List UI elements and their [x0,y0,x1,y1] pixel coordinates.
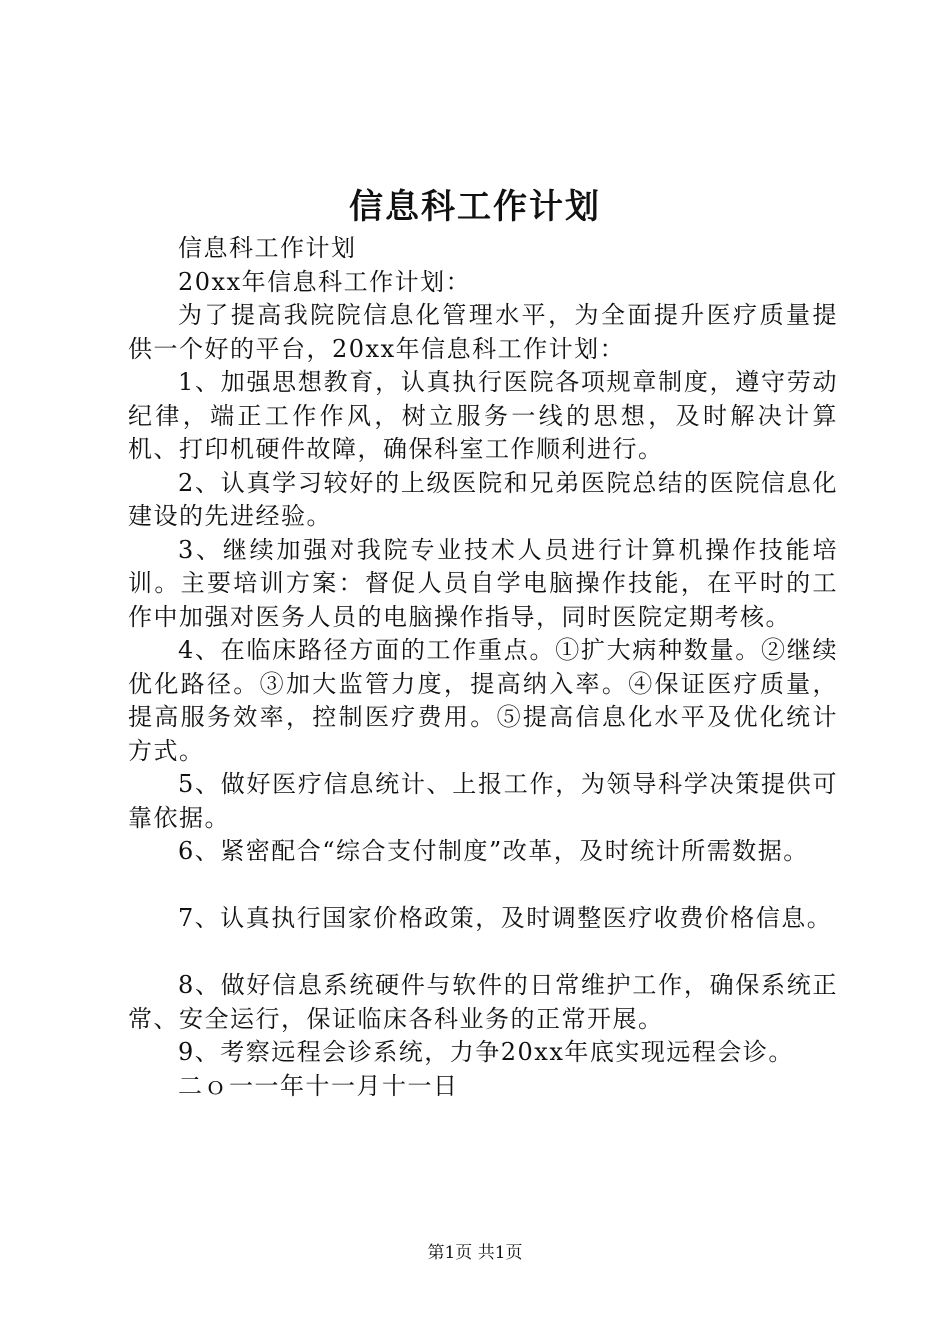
paragraph-heading-repeat: 信息科工作计划 [178,234,357,262]
paragraph-purpose: 为了提高我院院信息化管理水平，为全面提升医疗质量提供一个好的平台，20xx年信息科工作计划： [128,301,838,363]
paragraph-date: 二ｏ一一年十一月十一日 [178,1071,459,1100]
paragraph-item-2: 2、认真学习较好的上级医院和兄弟医院总结的医院信息化建设的先进经验。 [128,468,838,530]
paragraph-item-9: 9、考察远程会诊系统，力争20xx年底实现远程会诊。 [178,1038,794,1066]
paragraph-item-8: 8、做好信息系统硬件与软件的日常维护工作，确保系统正常、安全运行，保证临床各科业务的正常开展。 [128,971,838,1033]
paragraph-item-7: 7、认真执行国家价格政策，及时调整医疗收费价格信息。 [178,904,833,932]
paragraph-item-5: 5、做好医疗信息统计、上报工作，为领导科学决策提供可靠依据。 [128,770,838,832]
page-number-footer: 第1页 共1页 [427,1243,523,1263]
paragraph-item-1: 1、加强思想教育，认真执行医院各项规章制度，遵守劳动纪律，端正工作作风，树立服务一线的思想，及时解决计算机、打印机硬件故障，确保科室工作顺利进行。 [128,368,838,463]
paragraph-item-3: 3、继续加强对我院专业技术人员进行计算机操作技能培训。主要培训方案：督促人员自学电脑操作技能，在平时的工作中加强对医务人员的电脑操作指导，同时医院定期考核。 [128,535,838,631]
paragraph-plan-intro: 20xx年信息科工作计划： [178,267,472,296]
paragraph-item-6: 6、紧密配合“综合支付制度”改革，及时统计所需数据。 [178,837,809,865]
document-body [128,232,838,1103]
paragraph-item-4: 4、在临床路径方面的工作重点。①扩大病种数量。②继续优化路径。③加大监管力度，提高纳入率。④保证医疗质量，提高服务效率，控制医疗费用。⑤提高信息化水平及优化统计方式。 [128,636,838,765]
document-title: 信息科工作计划 [349,187,601,227]
